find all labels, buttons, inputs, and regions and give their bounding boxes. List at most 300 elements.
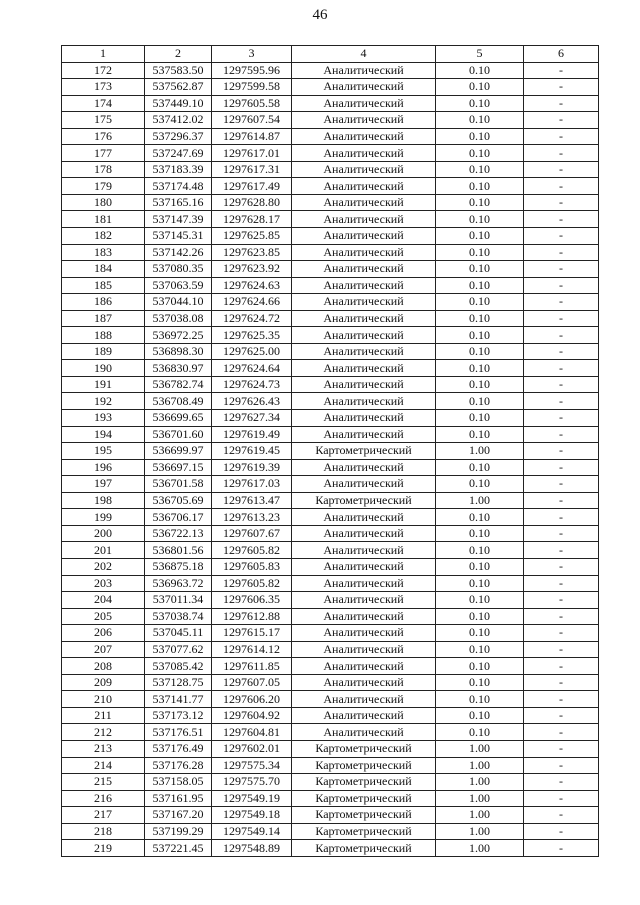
y-coordinate-cell: 1297605.83 — [212, 558, 292, 575]
note-cell: - — [524, 79, 599, 96]
method-cell: Аналитический — [292, 509, 436, 526]
accuracy-cell: 0.10 — [436, 62, 524, 79]
point-number-cell: 198 — [62, 492, 145, 509]
method-cell: Аналитический — [292, 658, 436, 675]
method-cell: Аналитический — [292, 277, 436, 294]
note-cell: - — [524, 145, 599, 162]
x-coordinate-cell: 537161.95 — [145, 790, 212, 807]
table-row — [62, 757, 599, 774]
table-row — [62, 724, 599, 741]
table-row — [62, 360, 599, 377]
method-cell: Аналитический — [292, 310, 436, 327]
method-cell: Картометрический — [292, 840, 436, 857]
accuracy-cell: 0.10 — [436, 327, 524, 344]
accuracy-cell: 1.00 — [436, 740, 524, 757]
x-coordinate-cell: 537247.69 — [145, 145, 212, 162]
point-number-cell: 213 — [62, 740, 145, 757]
method-cell: Аналитический — [292, 376, 436, 393]
accuracy-cell: 0.10 — [436, 360, 524, 377]
point-number-cell: 203 — [62, 575, 145, 592]
table-row — [62, 542, 599, 559]
x-coordinate-cell: 536830.97 — [145, 360, 212, 377]
x-coordinate-cell: 536705.69 — [145, 492, 212, 509]
y-coordinate-cell: 1297628.17 — [212, 211, 292, 228]
x-coordinate-cell: 537176.49 — [145, 740, 212, 757]
note-cell: - — [524, 509, 599, 526]
y-coordinate-cell: 1297623.92 — [212, 261, 292, 278]
x-coordinate-cell: 537063.59 — [145, 277, 212, 294]
y-coordinate-cell: 1297611.85 — [212, 658, 292, 675]
note-cell: - — [524, 807, 599, 824]
x-coordinate-cell: 537176.28 — [145, 757, 212, 774]
note-cell: - — [524, 691, 599, 708]
x-coordinate-cell: 536699.65 — [145, 410, 212, 427]
table-row — [62, 79, 599, 96]
point-number-cell: 205 — [62, 608, 145, 625]
accuracy-cell: 1.00 — [436, 807, 524, 824]
point-number-cell: 176 — [62, 128, 145, 145]
method-cell: Аналитический — [292, 542, 436, 559]
point-number-cell: 204 — [62, 592, 145, 609]
x-coordinate-cell: 537128.75 — [145, 674, 212, 691]
y-coordinate-cell: 1297627.34 — [212, 410, 292, 427]
x-coordinate-cell: 537044.10 — [145, 294, 212, 311]
method-cell: Аналитический — [292, 724, 436, 741]
y-coordinate-cell: 1297605.58 — [212, 95, 292, 112]
note-cell: - — [524, 608, 599, 625]
table-row — [62, 641, 599, 658]
point-number-cell: 199 — [62, 509, 145, 526]
point-number-cell: 218 — [62, 823, 145, 840]
note-cell: - — [524, 112, 599, 129]
column-header-2: 2 — [145, 46, 212, 63]
x-coordinate-cell: 536898.30 — [145, 343, 212, 360]
table-header-row — [62, 46, 599, 63]
point-number-cell: 181 — [62, 211, 145, 228]
table-row — [62, 228, 599, 245]
method-cell: Аналитический — [292, 592, 436, 609]
column-header-6: 6 — [524, 46, 599, 63]
method-cell: Картометрический — [292, 807, 436, 824]
note-cell: - — [524, 476, 599, 493]
x-coordinate-cell: 537583.50 — [145, 62, 212, 79]
x-coordinate-cell: 537165.16 — [145, 194, 212, 211]
accuracy-cell: 1.00 — [436, 757, 524, 774]
note-cell: - — [524, 360, 599, 377]
point-number-cell: 202 — [62, 558, 145, 575]
x-coordinate-cell: 537167.20 — [145, 807, 212, 824]
y-coordinate-cell: 1297613.47 — [212, 492, 292, 509]
method-cell: Картометрический — [292, 757, 436, 774]
method-cell: Картометрический — [292, 774, 436, 791]
point-number-cell: 182 — [62, 228, 145, 245]
x-coordinate-cell: 537221.45 — [145, 840, 212, 857]
table-row — [62, 376, 599, 393]
x-coordinate-cell: 536875.18 — [145, 558, 212, 575]
y-coordinate-cell: 1297595.96 — [212, 62, 292, 79]
accuracy-cell: 0.10 — [436, 277, 524, 294]
table-row — [62, 112, 599, 129]
method-cell: Картометрический — [292, 740, 436, 757]
x-coordinate-cell: 536963.72 — [145, 575, 212, 592]
accuracy-cell: 0.10 — [436, 161, 524, 178]
table-row — [62, 823, 599, 840]
point-number-cell: 178 — [62, 161, 145, 178]
note-cell: - — [524, 244, 599, 261]
y-coordinate-cell: 1297617.03 — [212, 476, 292, 493]
note-cell: - — [524, 558, 599, 575]
x-coordinate-cell: 537011.34 — [145, 592, 212, 609]
coordinates-table-body — [62, 46, 599, 857]
accuracy-cell: 0.10 — [436, 244, 524, 261]
x-coordinate-cell: 537158.05 — [145, 774, 212, 791]
y-coordinate-cell: 1297615.17 — [212, 625, 292, 642]
method-cell: Аналитический — [292, 343, 436, 360]
note-cell: - — [524, 459, 599, 476]
note-cell: - — [524, 592, 599, 609]
y-coordinate-cell: 1297549.14 — [212, 823, 292, 840]
point-number-cell: 191 — [62, 376, 145, 393]
note-cell: - — [524, 757, 599, 774]
y-coordinate-cell: 1297624.66 — [212, 294, 292, 311]
point-number-cell: 184 — [62, 261, 145, 278]
table-row — [62, 509, 599, 526]
y-coordinate-cell: 1297619.45 — [212, 443, 292, 460]
x-coordinate-cell: 537085.42 — [145, 658, 212, 675]
y-coordinate-cell: 1297617.49 — [212, 178, 292, 195]
accuracy-cell: 1.00 — [436, 492, 524, 509]
y-coordinate-cell: 1297624.63 — [212, 277, 292, 294]
note-cell: - — [524, 393, 599, 410]
method-cell: Аналитический — [292, 625, 436, 642]
note-cell: - — [524, 774, 599, 791]
y-coordinate-cell: 1297604.81 — [212, 724, 292, 741]
note-cell: - — [524, 343, 599, 360]
accuracy-cell: 0.10 — [436, 228, 524, 245]
point-number-cell: 186 — [62, 294, 145, 311]
table-row — [62, 294, 599, 311]
x-coordinate-cell: 536701.60 — [145, 426, 212, 443]
note-cell: - — [524, 641, 599, 658]
method-cell: Аналитический — [292, 674, 436, 691]
point-number-cell: 207 — [62, 641, 145, 658]
y-coordinate-cell: 1297624.64 — [212, 360, 292, 377]
y-coordinate-cell: 1297623.85 — [212, 244, 292, 261]
table-row — [62, 790, 599, 807]
accuracy-cell: 1.00 — [436, 774, 524, 791]
note-cell: - — [524, 674, 599, 691]
x-coordinate-cell: 536699.97 — [145, 443, 212, 460]
note-cell: - — [524, 443, 599, 460]
point-number-cell: 217 — [62, 807, 145, 824]
table-row — [62, 145, 599, 162]
y-coordinate-cell: 1297575.34 — [212, 757, 292, 774]
x-coordinate-cell: 537199.29 — [145, 823, 212, 840]
y-coordinate-cell: 1297626.43 — [212, 393, 292, 410]
point-number-cell: 193 — [62, 410, 145, 427]
y-coordinate-cell: 1297549.18 — [212, 807, 292, 824]
method-cell: Аналитический — [292, 79, 436, 96]
method-cell: Аналитический — [292, 641, 436, 658]
x-coordinate-cell: 537038.74 — [145, 608, 212, 625]
point-number-cell: 215 — [62, 774, 145, 791]
method-cell: Аналитический — [292, 261, 436, 278]
table-row — [62, 476, 599, 493]
method-cell: Аналитический — [292, 476, 436, 493]
accuracy-cell: 1.00 — [436, 840, 524, 857]
note-cell: - — [524, 707, 599, 724]
table-row — [62, 343, 599, 360]
method-cell: Аналитический — [292, 707, 436, 724]
method-cell: Аналитический — [292, 112, 436, 129]
method-cell: Аналитический — [292, 62, 436, 79]
table-row — [62, 244, 599, 261]
note-cell: - — [524, 261, 599, 278]
x-coordinate-cell: 537562.87 — [145, 79, 212, 96]
y-coordinate-cell: 1297613.23 — [212, 509, 292, 526]
y-coordinate-cell: 1297549.19 — [212, 790, 292, 807]
method-cell: Картометрический — [292, 492, 436, 509]
accuracy-cell: 0.10 — [436, 261, 524, 278]
accuracy-cell: 0.10 — [436, 79, 524, 96]
point-number-cell: 210 — [62, 691, 145, 708]
method-cell: Аналитический — [292, 178, 436, 195]
table-row — [62, 211, 599, 228]
y-coordinate-cell: 1297605.82 — [212, 575, 292, 592]
method-cell: Аналитический — [292, 244, 436, 261]
method-cell: Аналитический — [292, 211, 436, 228]
note-cell: - — [524, 327, 599, 344]
y-coordinate-cell: 1297625.85 — [212, 228, 292, 245]
y-coordinate-cell: 1297617.01 — [212, 145, 292, 162]
point-number-cell: 192 — [62, 393, 145, 410]
table-row — [62, 443, 599, 460]
x-coordinate-cell: 536722.13 — [145, 525, 212, 542]
accuracy-cell: 0.10 — [436, 393, 524, 410]
table-row — [62, 327, 599, 344]
point-number-cell: 195 — [62, 443, 145, 460]
method-cell: Аналитический — [292, 459, 436, 476]
note-cell: - — [524, 310, 599, 327]
x-coordinate-cell: 536697.15 — [145, 459, 212, 476]
y-coordinate-cell: 1297625.35 — [212, 327, 292, 344]
accuracy-cell: 0.10 — [436, 128, 524, 145]
accuracy-cell: 1.00 — [436, 823, 524, 840]
note-cell: - — [524, 426, 599, 443]
point-number-cell: 172 — [62, 62, 145, 79]
y-coordinate-cell: 1297604.92 — [212, 707, 292, 724]
y-coordinate-cell: 1297548.89 — [212, 840, 292, 857]
method-cell: Картометрический — [292, 790, 436, 807]
table-row — [62, 426, 599, 443]
point-number-cell: 190 — [62, 360, 145, 377]
accuracy-cell: 0.10 — [436, 211, 524, 228]
note-cell: - — [524, 840, 599, 857]
point-number-cell: 201 — [62, 542, 145, 559]
accuracy-cell: 0.10 — [436, 674, 524, 691]
table-row — [62, 525, 599, 542]
accuracy-cell: 0.10 — [436, 592, 524, 609]
x-coordinate-cell: 536972.25 — [145, 327, 212, 344]
accuracy-cell: 0.10 — [436, 459, 524, 476]
accuracy-cell: 0.10 — [436, 625, 524, 642]
table-row — [62, 492, 599, 509]
table-row — [62, 277, 599, 294]
table-row — [62, 840, 599, 857]
table-row — [62, 740, 599, 757]
x-coordinate-cell: 537176.51 — [145, 724, 212, 741]
accuracy-cell: 0.10 — [436, 426, 524, 443]
table-row — [62, 558, 599, 575]
point-number-cell: 185 — [62, 277, 145, 294]
x-coordinate-cell: 537173.12 — [145, 707, 212, 724]
accuracy-cell: 1.00 — [436, 790, 524, 807]
y-coordinate-cell: 1297599.58 — [212, 79, 292, 96]
point-number-cell: 194 — [62, 426, 145, 443]
column-header-4: 4 — [292, 46, 436, 63]
point-number-cell: 189 — [62, 343, 145, 360]
accuracy-cell: 0.10 — [436, 608, 524, 625]
table-row — [62, 393, 599, 410]
note-cell: - — [524, 575, 599, 592]
method-cell: Аналитический — [292, 608, 436, 625]
accuracy-cell: 0.10 — [436, 194, 524, 211]
coordinates-table — [61, 45, 599, 857]
method-cell: Аналитический — [292, 128, 436, 145]
accuracy-cell: 0.10 — [436, 724, 524, 741]
accuracy-cell: 0.10 — [436, 410, 524, 427]
table-row — [62, 161, 599, 178]
table-row — [62, 261, 599, 278]
method-cell: Аналитический — [292, 691, 436, 708]
point-number-cell: 187 — [62, 310, 145, 327]
table-row — [62, 95, 599, 112]
note-cell: - — [524, 62, 599, 79]
table-row — [62, 691, 599, 708]
x-coordinate-cell: 537147.39 — [145, 211, 212, 228]
note-cell: - — [524, 410, 599, 427]
method-cell: Аналитический — [292, 525, 436, 542]
note-cell: - — [524, 128, 599, 145]
accuracy-cell: 0.10 — [436, 178, 524, 195]
x-coordinate-cell: 537412.02 — [145, 112, 212, 129]
accuracy-cell: 0.10 — [436, 376, 524, 393]
page-number: 46 — [312, 7, 328, 23]
table-row — [62, 807, 599, 824]
note-cell: - — [524, 625, 599, 642]
accuracy-cell: 0.10 — [436, 691, 524, 708]
accuracy-cell: 0.10 — [436, 95, 524, 112]
x-coordinate-cell: 536801.56 — [145, 542, 212, 559]
x-coordinate-cell: 537045.11 — [145, 625, 212, 642]
method-cell: Аналитический — [292, 393, 436, 410]
accuracy-cell: 0.10 — [436, 558, 524, 575]
method-cell: Аналитический — [292, 360, 436, 377]
y-coordinate-cell: 1297606.20 — [212, 691, 292, 708]
table-row — [62, 658, 599, 675]
point-number-cell: 219 — [62, 840, 145, 857]
note-cell: - — [524, 724, 599, 741]
x-coordinate-cell: 537141.77 — [145, 691, 212, 708]
table-row — [62, 625, 599, 642]
method-cell: Картометрический — [292, 823, 436, 840]
y-coordinate-cell: 1297617.31 — [212, 161, 292, 178]
note-cell: - — [524, 376, 599, 393]
table-row — [62, 575, 599, 592]
point-number-cell: 206 — [62, 625, 145, 642]
point-number-cell: 188 — [62, 327, 145, 344]
accuracy-cell: 0.10 — [436, 658, 524, 675]
y-coordinate-cell: 1297614.87 — [212, 128, 292, 145]
x-coordinate-cell: 536708.49 — [145, 393, 212, 410]
y-coordinate-cell: 1297612.88 — [212, 608, 292, 625]
y-coordinate-cell: 1297607.05 — [212, 674, 292, 691]
point-number-cell: 208 — [62, 658, 145, 675]
x-coordinate-cell: 536782.74 — [145, 376, 212, 393]
table-row — [62, 674, 599, 691]
y-coordinate-cell: 1297606.35 — [212, 592, 292, 609]
accuracy-cell: 0.10 — [436, 112, 524, 129]
point-number-cell: 183 — [62, 244, 145, 261]
note-cell: - — [524, 525, 599, 542]
x-coordinate-cell: 537183.39 — [145, 161, 212, 178]
accuracy-cell: 0.10 — [436, 575, 524, 592]
x-coordinate-cell: 537142.26 — [145, 244, 212, 261]
point-number-cell: 200 — [62, 525, 145, 542]
note-cell: - — [524, 823, 599, 840]
y-coordinate-cell: 1297619.39 — [212, 459, 292, 476]
table-row — [62, 310, 599, 327]
method-cell: Аналитический — [292, 327, 436, 344]
point-number-cell: 197 — [62, 476, 145, 493]
table-row — [62, 608, 599, 625]
x-coordinate-cell: 536706.17 — [145, 509, 212, 526]
note-cell: - — [524, 542, 599, 559]
table-row — [62, 592, 599, 609]
method-cell: Аналитический — [292, 294, 436, 311]
y-coordinate-cell: 1297619.49 — [212, 426, 292, 443]
x-coordinate-cell: 537449.10 — [145, 95, 212, 112]
point-number-cell: 175 — [62, 112, 145, 129]
note-cell: - — [524, 277, 599, 294]
note-cell: - — [524, 740, 599, 757]
accuracy-cell: 0.10 — [436, 343, 524, 360]
y-coordinate-cell: 1297628.80 — [212, 194, 292, 211]
note-cell: - — [524, 228, 599, 245]
accuracy-cell: 0.10 — [436, 525, 524, 542]
method-cell: Аналитический — [292, 228, 436, 245]
method-cell: Аналитический — [292, 558, 436, 575]
method-cell: Аналитический — [292, 95, 436, 112]
accuracy-cell: 0.10 — [436, 476, 524, 493]
accuracy-cell: 0.10 — [436, 641, 524, 658]
point-number-cell: 209 — [62, 674, 145, 691]
y-coordinate-cell: 1297607.67 — [212, 525, 292, 542]
accuracy-cell: 0.10 — [436, 294, 524, 311]
y-coordinate-cell: 1297625.00 — [212, 343, 292, 360]
accuracy-cell: 0.10 — [436, 509, 524, 526]
table-row — [62, 62, 599, 79]
note-cell: - — [524, 211, 599, 228]
accuracy-cell: 0.10 — [436, 145, 524, 162]
point-number-cell: 216 — [62, 790, 145, 807]
y-coordinate-cell: 1297575.70 — [212, 774, 292, 791]
note-cell: - — [524, 294, 599, 311]
table-row — [62, 178, 599, 195]
y-coordinate-cell: 1297624.72 — [212, 310, 292, 327]
point-number-cell: 211 — [62, 707, 145, 724]
x-coordinate-cell: 536701.58 — [145, 476, 212, 493]
